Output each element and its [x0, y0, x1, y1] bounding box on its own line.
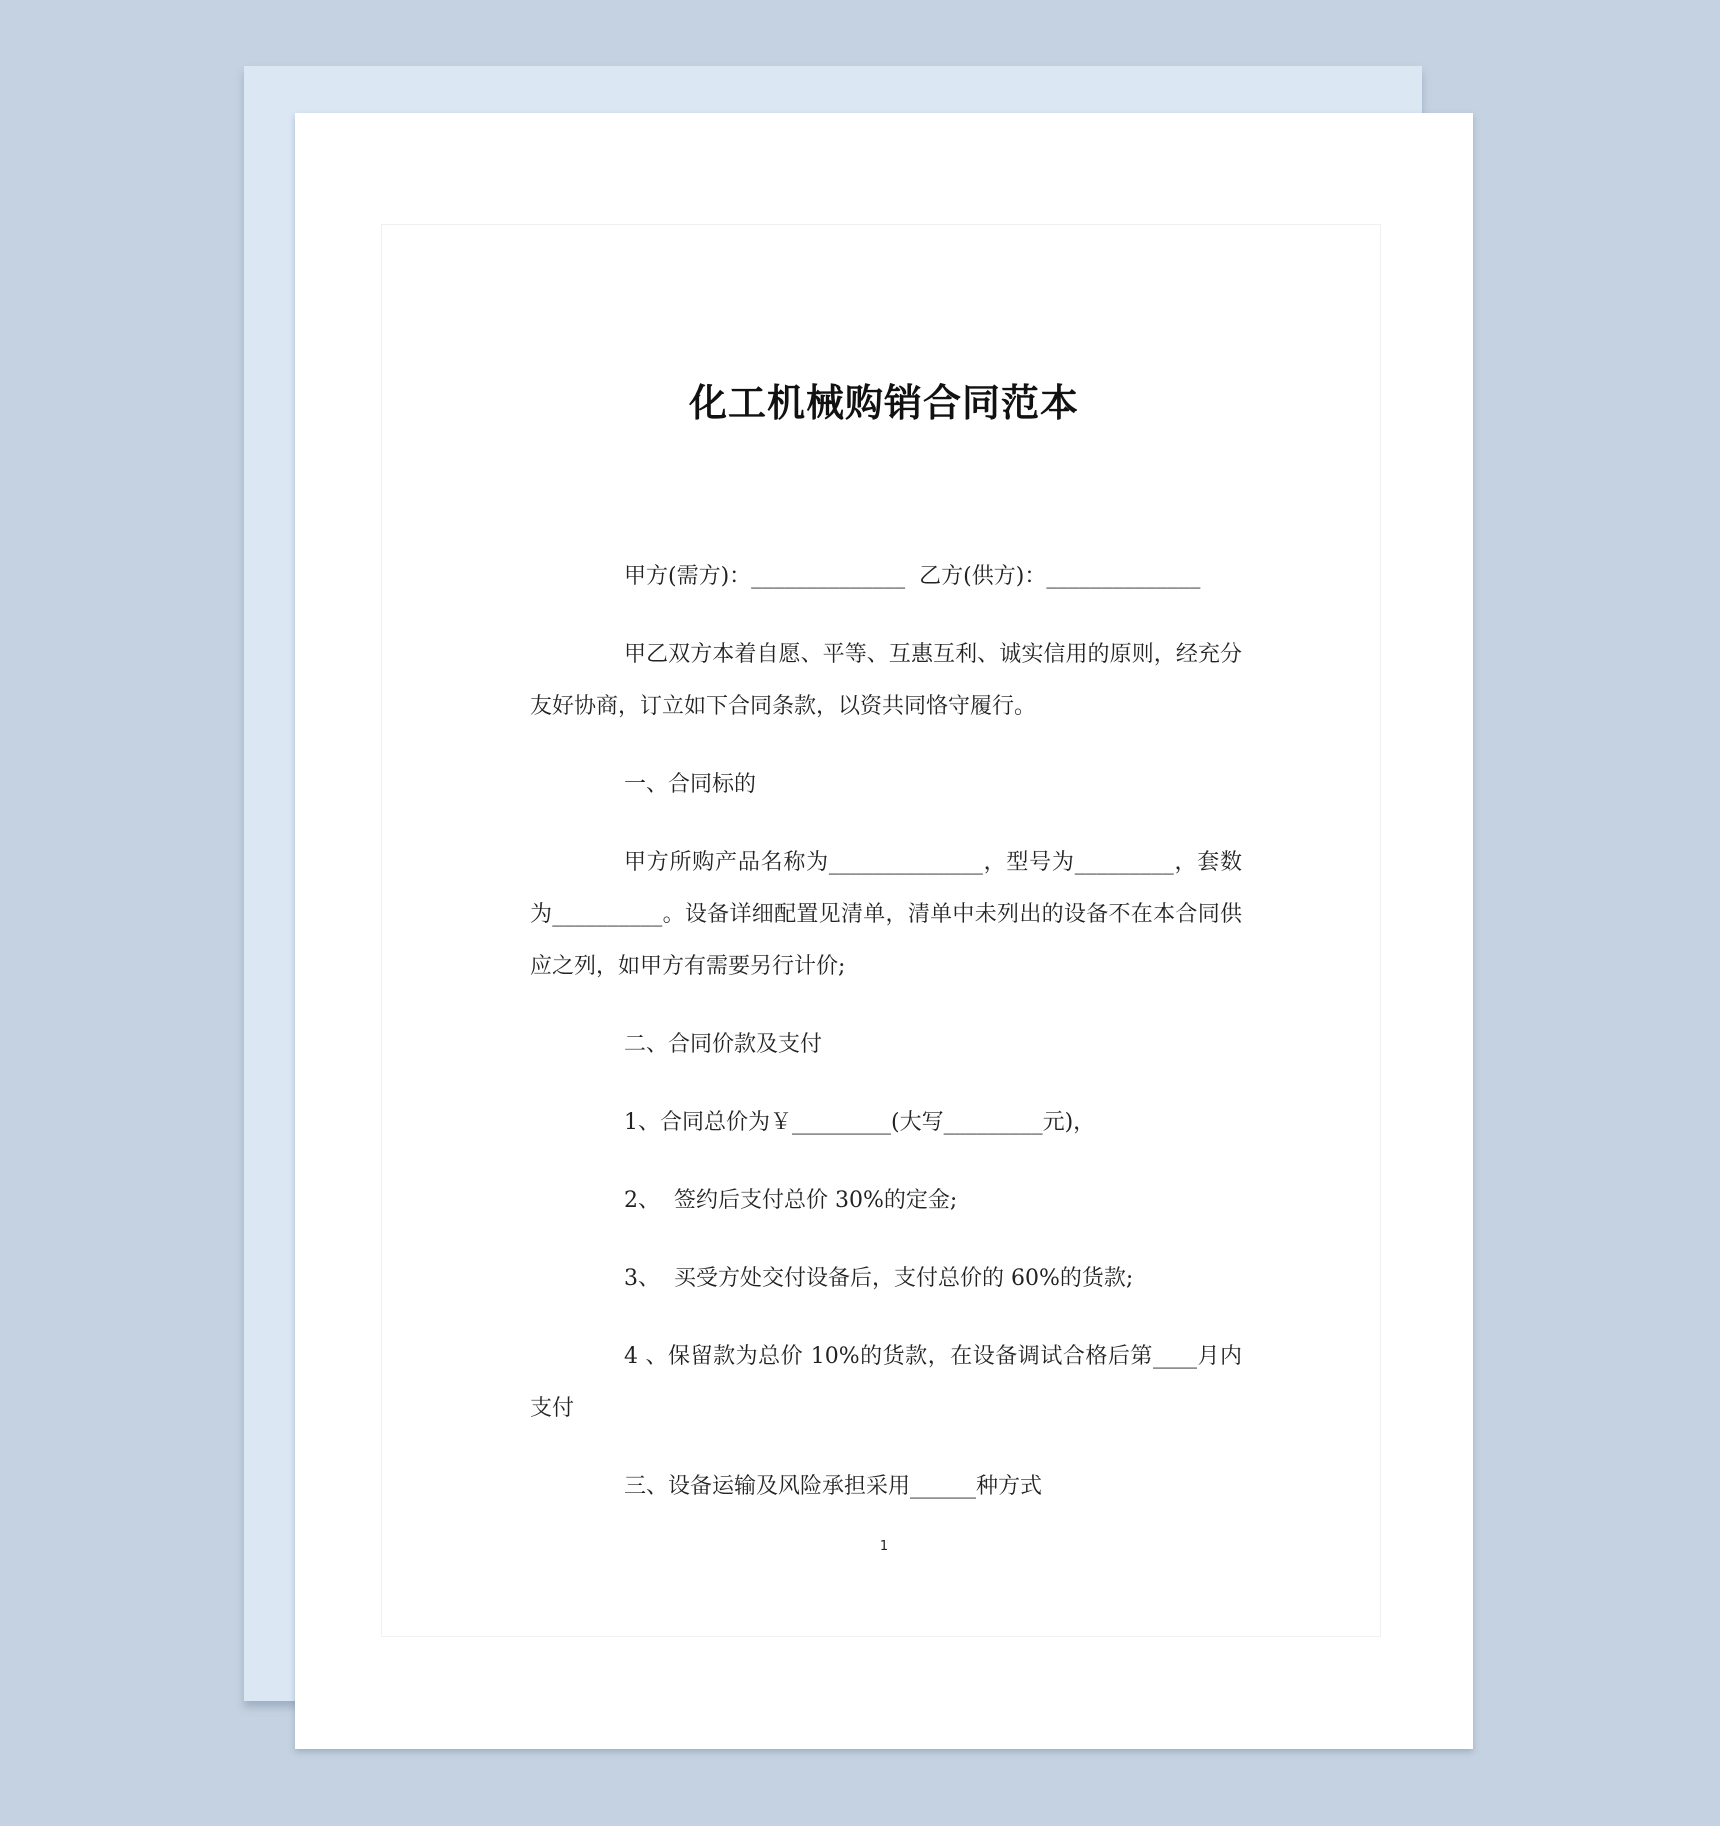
section-heading-payment: 二、合同价款及支付: [624, 1032, 823, 1057]
preamble-paragraph: 甲乙双方本着自愿、平等、互惠互利、诚实信用的原则，经充分友好协商，订立如下合同条款，以资共同恪守履行。: [530, 642, 1242, 719]
payment-item-1: 1、合同总价为￥_________(大写_________元)，: [624, 1110, 1096, 1135]
parties-line: 甲方(需方)：______________ 乙方(供方)：______________: [624, 564, 1201, 589]
payment-item-4: 4 、保留款为总价 10%的货款，在设备调试合格后第____月内支付: [530, 1344, 1242, 1421]
document-page: [295, 113, 1473, 1749]
payment-item-3: 3、 买受方处交付设备后，支付总价的 60%的货款;: [624, 1266, 1134, 1291]
document-title: 化工机械购销合同范本: [688, 381, 1079, 425]
document-body: [530, 551, 1242, 1539]
page-number: 1: [879, 1539, 889, 1554]
section-heading-transport: 三、设备运输及风险承担采用______种方式: [624, 1474, 1043, 1499]
payment-item-2: 2、 签约后支付总价 30%的定金;: [624, 1188, 958, 1213]
section-heading-subject: 一、合同标的: [624, 772, 757, 797]
subject-paragraph: 甲方所购产品名称为______________，型号为_________，套数为__________。设备详细配置见清单，清单中未列出的设备不在本合同供应之列，如甲方有需要另行计价;: [530, 850, 1242, 979]
